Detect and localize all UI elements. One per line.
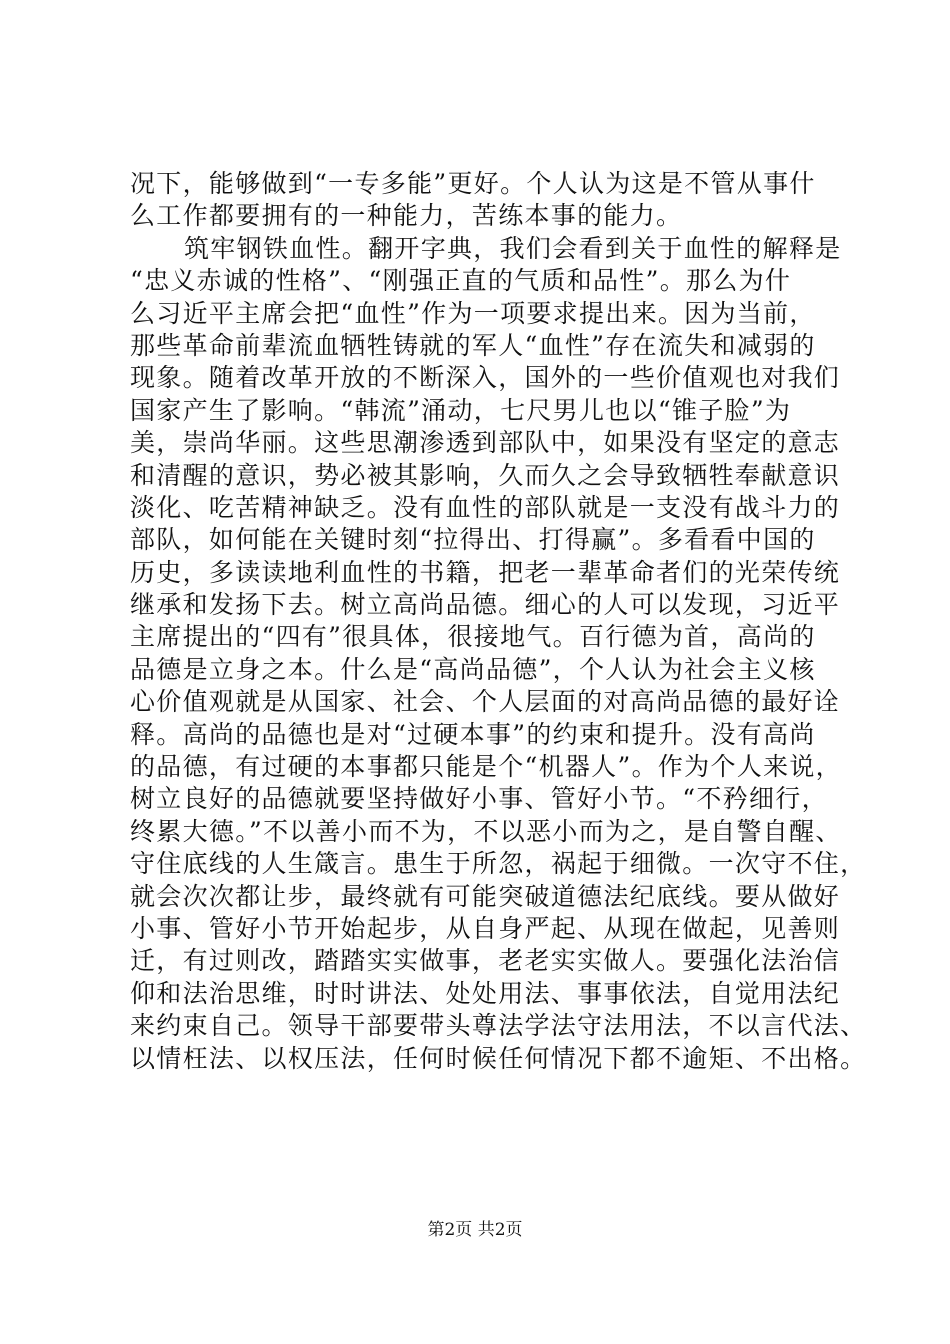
text-line: 历史，多读读地利血性的书籍，把老一辈革命者们的光荣传统 — [130, 557, 841, 587]
text-line: 仰和法治思维，时时讲法、处处用法、事事依法，自觉用法纪 — [130, 978, 841, 1008]
text-line: 主席提出的“四有”很具体，很接地气。百行德为首，高尚的 — [130, 622, 816, 652]
text-line: 心价值观就是从国家、社会、个人层面的对高尚品德的最好诠 — [130, 687, 841, 717]
text-line: 守住底线的人生箴言。患生于所忽，祸起于细微。一次守不住， — [130, 849, 867, 879]
text-line: 来约束自己。领导干部要带头尊法学法守法用法，不以言代法、 — [130, 1011, 867, 1041]
text-line: 的品德，有过硬的本事都只能是个“机器人”。作为个人来说， — [130, 752, 842, 782]
text-line: 部队，如何能在关键时刻“拉得出、打得赢”。多看看中国的 — [130, 525, 816, 555]
text-line: 筑牢钢铁血性。翻开字典，我们会看到关于血性的解释是 — [184, 233, 842, 263]
text-line: “忠义赤诚的性格”、“刚强正直的气质和品性”。那么为什 — [130, 266, 792, 296]
text-line: 树立良好的品德就要坚持做好小事、管好小节。“不矜细行， — [130, 784, 828, 814]
text-line: 国家产生了影响。“韩流”涌动，七尺男儿也以“锥子脸”为 — [130, 395, 792, 425]
text-line: 释。高尚的品德也是对“过硬本事”的约束和提升。没有高尚 — [130, 719, 816, 749]
text-line: 美，崇尚华丽。这些思潮渗透到部队中，如果没有坚定的意志 — [130, 428, 841, 458]
text-line: 以情枉法、以权压法，任何时候任何情况下都不逾矩、不出格。 — [130, 1043, 867, 1073]
text-line: 迁，有过则改，踏踏实实做事，老老实实做人。要强化法治信 — [130, 946, 841, 976]
text-line: 么工作都要拥有的一种能力，苦练本事的能力。 — [130, 201, 683, 231]
text-line: 那些革命前辈流血牺牲铸就的军人“血性”存在流失和减弱的 — [130, 330, 816, 360]
text-line: 小事、管好小节开始起步，从自身严起、从现在做起，见善则 — [130, 913, 841, 943]
text-line: 现象。随着改革开放的不断深入，国外的一些价值观也对我们 — [130, 363, 841, 393]
text-line: 就会次次都让步，最终就有可能突破道德法纪底线。要从做好 — [130, 881, 841, 911]
text-line: 继承和发扬下去。树立高尚品德。细心的人可以发现，习近平 — [130, 590, 841, 620]
text-line: 品德是立身之本。什么是“高尚品德”，个人认为社会主义核 — [130, 654, 816, 684]
page-footer: 第2页 共2页 — [427, 1220, 523, 1240]
text-line: 况下，能够做到“一专多能”更好。个人认为这是不管从事什 — [130, 169, 816, 198]
text-line: 和清醒的意识，势必被其影响，久而久之会导致牺牲奉献意识 — [130, 460, 841, 490]
body-text — [130, 168, 867, 1075]
text-line: 淡化、吃苦精神缺乏。没有血性的部队就是一支没有战斗力的 — [130, 492, 841, 522]
text-line: 么习近平主席会把“血性”作为一项要求提出来。因为当前， — [130, 298, 816, 328]
text-line: 终累大德。”不以善小而不为，不以恶小而为之，是自警自醒、 — [130, 816, 842, 846]
